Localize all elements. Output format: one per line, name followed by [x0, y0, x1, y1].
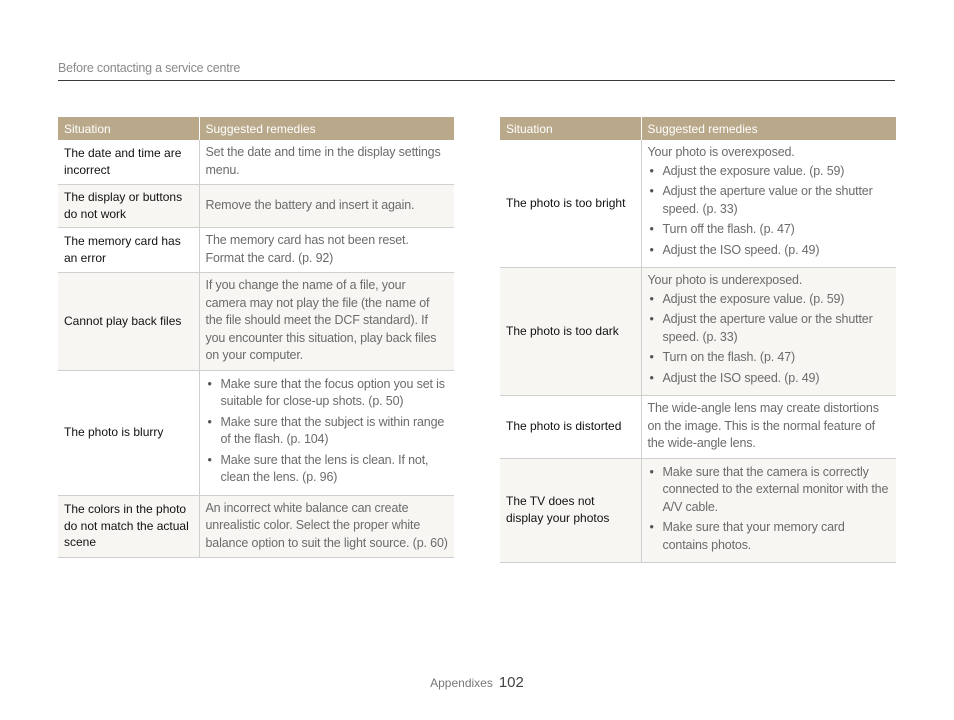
situation-column-header: Situation: [500, 117, 641, 140]
situation-cell: The photo is distorted: [500, 396, 641, 459]
situation-cell: The photo is too bright: [500, 140, 641, 268]
remedy-bullet: • Adjust the ISO speed. (p. 49): [648, 242, 891, 260]
remedy-intro: Your photo is underexposed.: [647, 273, 803, 287]
remedy-bullet-list: [206, 376, 449, 487]
table-row: [58, 273, 454, 371]
footer-section-label: Appendixes: [430, 676, 493, 690]
remedy-bullet: • Adjust the ISO speed. (p. 49): [648, 370, 891, 388]
situation-column-header: Situation: [58, 117, 199, 140]
troubleshooting-table-right: [500, 117, 896, 563]
remedy-cell: [641, 458, 896, 563]
remedy-cell: If you change the name of a file, your camera may not play the file (the name of the file should meet the DCF standard). If you encounter this situation, play back files on your computer.: [199, 273, 454, 371]
situation-cell: The memory card has an error: [58, 228, 199, 273]
situation-cell: The photo is blurry: [58, 370, 199, 495]
remedies-column-header: Suggested remedies: [199, 117, 454, 140]
table-row: [500, 268, 896, 396]
remedy-bullet: • Adjust the aperture value or the shutter speed. (p. 33): [648, 183, 891, 218]
remedy-cell: Remove the battery and insert it again.: [199, 185, 454, 228]
remedy-cell: [641, 140, 896, 268]
situation-cell: The colors in the photo do not match the actual scene: [58, 495, 199, 558]
situation-cell: Cannot play back files: [58, 273, 199, 371]
table-row: [500, 458, 896, 563]
remedy-cell: The memory card has not been reset. Format the card. (p. 92): [199, 228, 454, 273]
remedy-bullet: • Turn off the flash. (p. 47): [648, 221, 891, 239]
table-row: [58, 185, 454, 228]
remedy-bullet: • Turn on the flash. (p. 47): [648, 349, 891, 367]
page-number: 102: [498, 674, 524, 691]
table-row: [500, 396, 896, 459]
remedy-bullet: • Adjust the aperture value or the shutter speed. (p. 33): [648, 311, 891, 346]
situation-cell: The TV does not display your photos: [500, 458, 641, 563]
remedy-bullet-list: [648, 163, 891, 260]
situation-cell: The date and time are incorrect: [58, 140, 199, 185]
remedy-bullet: • Make sure that your memory card contains photos.: [648, 519, 891, 554]
remedies-column-header: Suggested remedies: [641, 117, 896, 140]
remedy-bullet-list: [648, 464, 891, 555]
table-header-row: [58, 117, 454, 140]
table-row: [500, 140, 896, 268]
table-header-row: [500, 117, 896, 140]
remedy-cell: [641, 268, 896, 396]
remedy-cell: An incorrect white balance can create unrealistic color. Select the proper white balance option to suit the light source. (p. 60): [199, 495, 454, 558]
situation-cell: The display or buttons do not work: [58, 185, 199, 228]
remedy-bullet: • Make sure that the camera is correctly connected to the external monitor with the A/V cable.: [648, 464, 891, 517]
remedy-intro: Your photo is overexposed.: [647, 145, 795, 159]
remedy-bullet: • Make sure that the lens is clean. If not, clean the lens. (p. 96): [206, 452, 449, 487]
remedy-bullet: • Adjust the exposure value. (p. 59): [648, 163, 891, 181]
table-row: [58, 140, 454, 185]
table-row: [58, 370, 454, 495]
troubleshooting-table-left: [58, 117, 454, 558]
table-row: [58, 495, 454, 558]
remedy-bullet-list: [648, 291, 891, 388]
situation-cell: The photo is too dark: [500, 268, 641, 396]
remedy-bullet: • Make sure that the focus option you set is suitable for close-up shots. (p. 50): [206, 376, 449, 411]
remedy-bullet: • Make sure that the subject is within range of the flash. (p. 104): [206, 414, 449, 449]
remedy-cell: [199, 370, 454, 495]
running-header: Before contacting a service centre: [58, 61, 895, 81]
remedy-cell: Set the date and time in the display settings menu.: [199, 140, 454, 185]
table-row: [58, 228, 454, 273]
remedy-cell: The wide-angle lens may create distortions on the image. This is the normal feature of the wide-angle lens.: [641, 396, 896, 459]
remedy-bullet: • Adjust the exposure value. (p. 59): [648, 291, 891, 309]
page-footer: [0, 674, 954, 691]
